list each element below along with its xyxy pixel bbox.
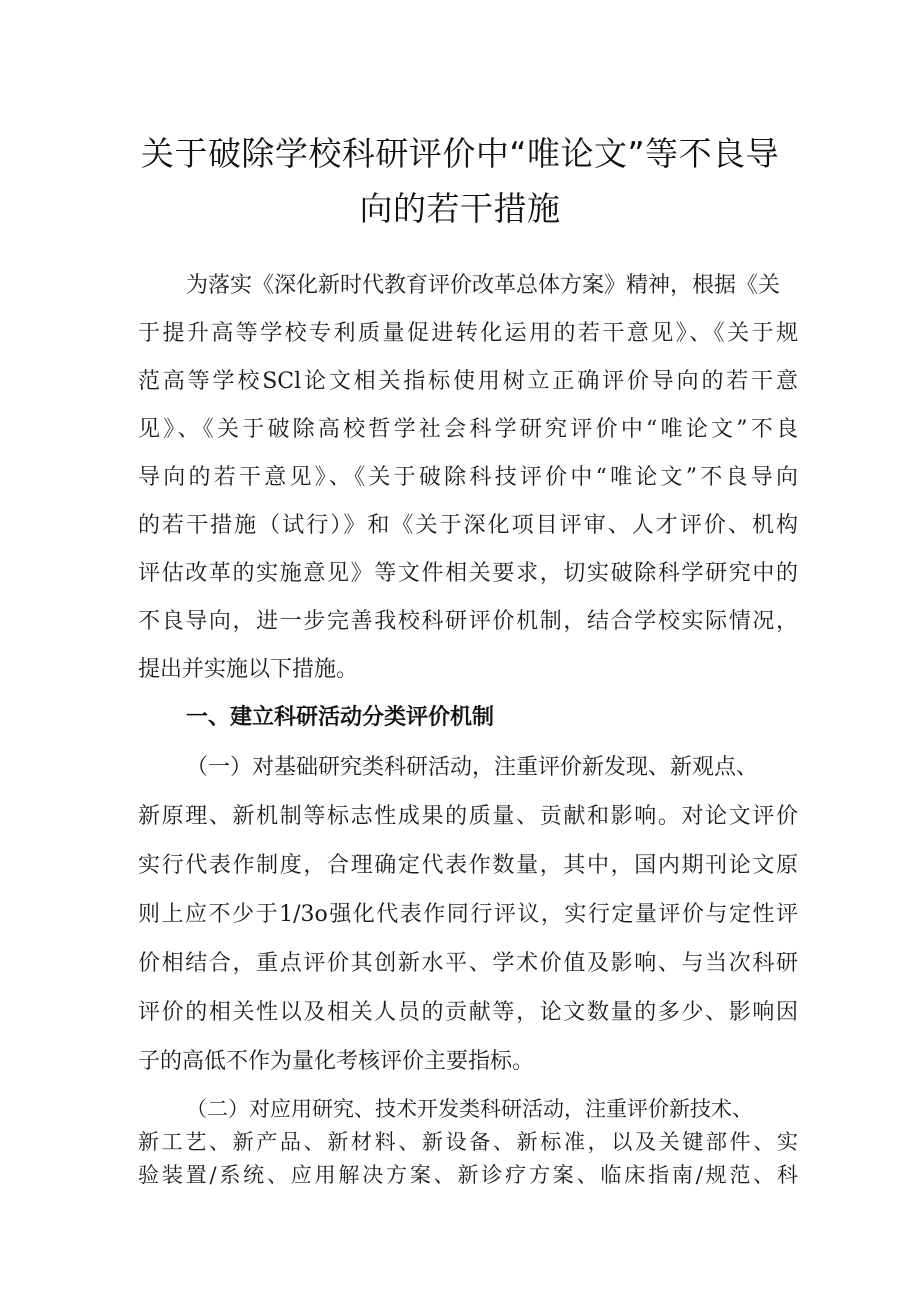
item-two-line: 新工艺、新产品、新材料、新设备、新标准，以及关键部件、实 — [138, 1130, 798, 1154]
item-one-line: 评价的相关性以及相关人员的贡献等，论文数量的多少、影响因 — [138, 1000, 798, 1025]
item-one-line: 价相结合，重点评价其创新水平、学术价值及影响、与当次科研 — [138, 951, 798, 976]
item-two-line: （二）对应用研究、技术开发类科研活动，注重评价新技术、 — [186, 1097, 753, 1121]
document-title-line-2: 向的若干措施 — [359, 189, 561, 228]
intro-line: 于提升高等学校专利质量促进转化运用的若干意见》、《关于规 — [138, 321, 798, 346]
intro-line: 提出并实施以下措施。 — [138, 657, 359, 682]
intro-line: 不良导向，进一步完善我校科研评价机制，结合学校实际情况， — [138, 609, 798, 634]
document-title-line-1: 关于破除学校科研评价中“唯论文”等不良导 — [140, 134, 780, 173]
intro-line: 的若干措施（试行）》和《关于深化项目评审、人才评价、机构 — [138, 513, 798, 538]
intro-line: 为落实《深化新时代教育评价改革总体方案》精神，根据《关 — [186, 273, 781, 298]
intro-line: 范高等学校SCl论文相关指标使用树立正确评价导向的若干意 — [138, 369, 798, 394]
intro-line: 见》、《关于破除高校哲学社会科学研究评价中“唯论文”不良 — [138, 417, 798, 442]
intro-line: 导向的若干意见》、《关于破除科技评价中“唯论文”不良导向 — [138, 465, 798, 490]
item-one-line: 新原理、新机制等标志性成果的质量、贡献和影响。对论文评价 — [138, 804, 798, 829]
item-one-line: 子的高低不作为量化考核评价主要指标。 — [138, 1049, 535, 1074]
section-heading: 一、建立科研活动分类评价机制 — [186, 705, 495, 730]
item-one-line: （一）对基础研究类科研活动，注重评价新发现、新观点、 — [186, 755, 759, 780]
item-one-line: 实行代表作制度，合理确定代表作数量，其中，国内期刊论文原 — [138, 853, 798, 878]
item-one-line: 则上应不少于1/3o强化代表作同行评议，实行定量评价与定性评 — [138, 902, 798, 927]
item-two-line: 验装置/系统、应用解决方案、新诊疗方案、临床指南/规范、科 — [138, 1163, 798, 1187]
intro-line: 评估改革的实施意见》等文件相关要求，切实破除科学研究中的 — [138, 561, 798, 586]
